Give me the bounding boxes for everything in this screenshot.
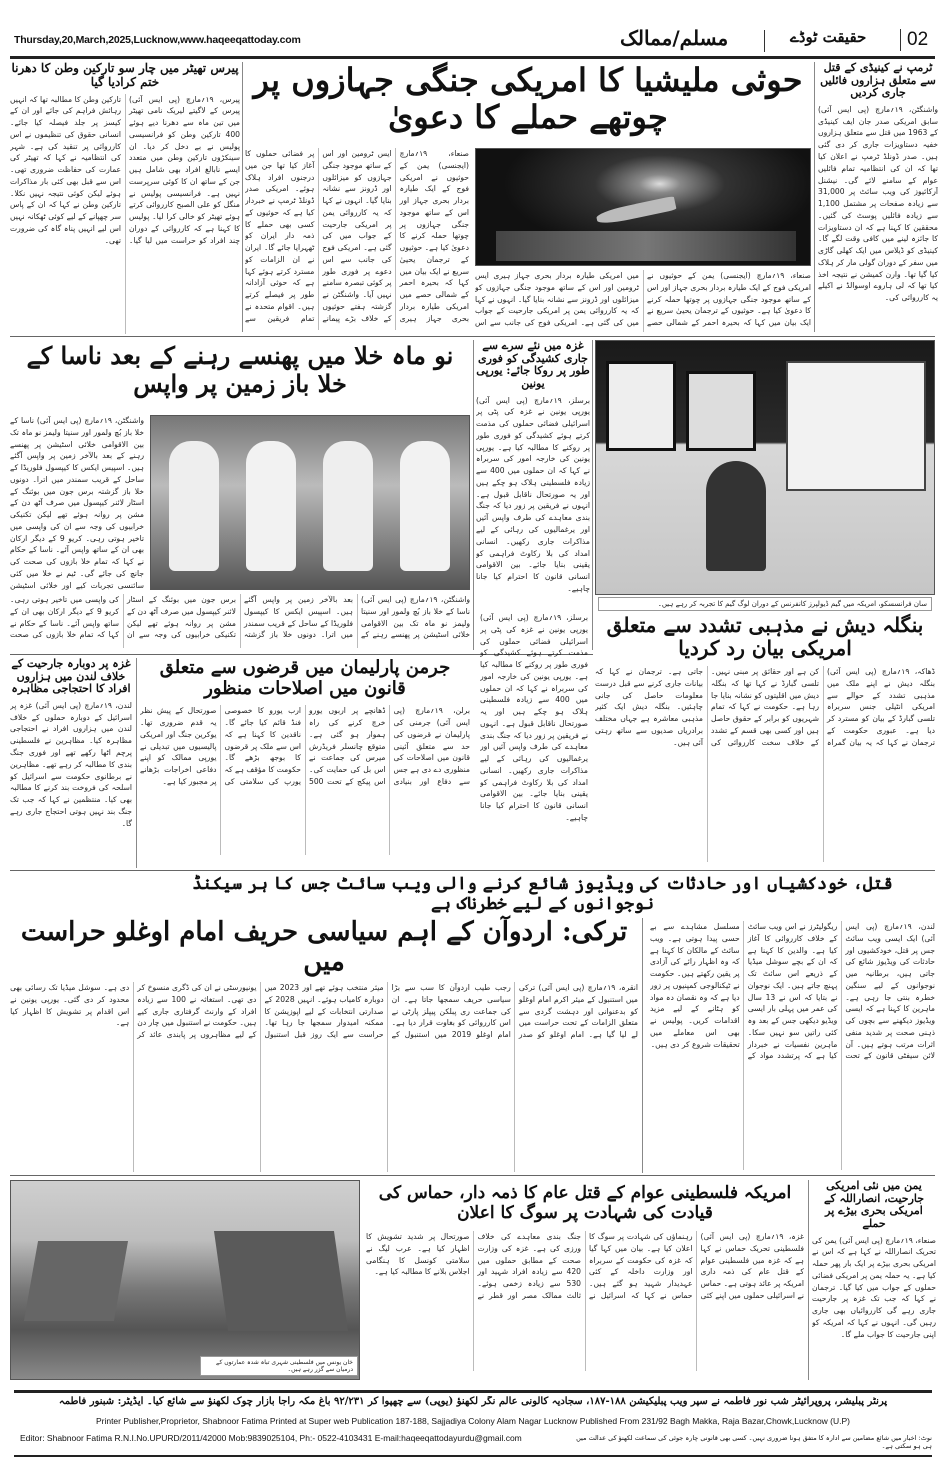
headline-germany: جرمن پارلیمان میں قرضوں سے متعلق قانون میں اصلاحات منظور [159, 657, 451, 699]
headline-yemen: یمن میں نئی امریکی جارحیت، انصاراللہ کے امریکی بحری بیڑے پر حملے [823, 1179, 925, 1230]
column-rule [136, 658, 137, 868]
footer-english-imprint: Printer Publisher,Proprietor, Shabnoor Fatima Printed at Super web Publication 187-188, Sajjadiya Colony Alam Nagar Lucknow Published From 231/92 Bagh Makka, Raja Bazar,Chowk,Lucknow (U.P) [95, 1416, 851, 1426]
footer-editor-line: Editor: Shabnoor Fatima R.N.I.No.UPURD/2011/42000 Mob:9839025104, Ph:- 0522-4103431 E-mail:haqeeqattodayurdu@gmail.com [20, 1433, 522, 1443]
divider [764, 30, 765, 52]
headline-hamas: امریکہ فلسطینی عوام کے قتل عام کا ذمہ دار، حماس کی قیادت کی شہادت پر سوگ کا اعلان [378, 1183, 792, 1223]
column-rule [592, 340, 593, 650]
article-body: برسلز، ۱۹؍مارچ (پی ایس آئی) یورپی یونین نے غزہ کی پٹی پر اسرائیلی فضائی حملوں کی مذمت کرتے ہوئے کشیدگی کو فوری طور پر روکنے کا مطالبہ کیا ہے۔ یورپی یونین کی خارجہ امور کی سربراہ نے کہا کہ ان حملوں میں 400 سے زیادہ فلسطینی ہلاک ہو چکے ہیں اور یہ صورتحال ناقابل قبول ہے۔ انہوں نے فریقین پر زور دیا کہ جنگ بندی معاہدے کی طرف واپس آئیں اور یرغمالیوں کی رہائی کے لیے مذاکرات جاری رکھیں۔ انسانی امداد کی بلا رکاوٹ فراہمی کو یقینی بنایا جائے۔ بین الاقوامی انسانی قانون کا احترام کیا جانا چاہیے۔ [476, 395, 590, 593]
article-body: واشنگٹن، ۱۹؍مارچ (پی ایس آئی) سابق امریکی صدر جان ایف کینیڈی کے 1963 میں قتل سے متعلق ہزاروں خفیہ دستاویزات جاری کر دی گئی ہیں۔ صدر ڈونلڈ ٹرمپ نے اعلان کیا تھا کہ ان کی انتظامیہ تمام فائلیں عوام کے سامنے لائے گی۔ نیشنل آرکائیوز کی ویب سائٹ پر 31,000 سے زیادہ صفحات پر مشتمل 1,100 سے زیادہ فائلیں پوسٹ کی گئیں۔ محققین کا کہنا ہے کہ ان دستاویزات کا جائزہ لینے میں کافی وقت لگے گا۔ کینیڈی کو ڈیلاس میں ایک کھلی گاڑی میں سفر کے دوران گولی مار کر ہلاک کیا گیا تھا۔ وارن کمیشن نے نتیجہ اخذ کیا تھا کہ لی ہاروے اوسوالڈ نے اکیلے یہ کارروائی کی۔ [818, 104, 938, 303]
article-body: صنعاء، ۱۹؍مارچ (پی ایس آئی) یمن کی تحریک انصاراللہ نے کہا ہے کہ اس نے امریکی بحری بیڑے پر ایک بار پھر حملہ کیا ہے۔ یہ حملہ یمن پر امریکی فضائی حملوں کے جواب میں کیا گیا۔ ترجمان نے کہا کہ جب تک غزہ پر جارحیت جاری رہے گی کارروائیاں بھی جاری رہیں گی۔ انہوں نے کہا کہ امریکہ کو اپنی جارحیت کا جواب ملے گا۔ [812, 1235, 936, 1339]
article-hamas [366, 1180, 804, 1380]
headline-paris: پیرس تھیٹر میں چار سو تارکین وطن کا دھرنا ختم کرادیا گیا [11, 61, 239, 89]
article-body: برلن، ۱۹؍مارچ (پی ایس آئی) جرمنی کی پارلیمان نے قرضوں کی حد سے متعلق آئینی قانون میں اصلاحات کی منظوری دے دی ہے جس سے دفاع اور بنیادی ڈھانچے پر اربوں یورو خرچ کرنے کی راہ ہموار ہو گئی ہے۔ متوقع چانسلر فریڈرش میرس کی جماعت نے اس بل کی حمایت کی۔ اس پیکج کے تحت 500 ارب یورو کا خصوصی فنڈ قائم کیا جائے گا۔ ناقدین کا کہنا ہے کہ اس سے ملک پر قرضوں کا بوجھ بڑھے گا۔ حکومت کا مؤقف ہے کہ یورپ کی سلامتی کی صورتحال کے پیش نظر یہ قدم ضروری تھا۔ یوکرین جنگ اور امریکی پالیسیوں میں تبدیلی نے یورپی ممالک کو اپنے دفاعی اخراجات بڑھانے پر مجبور کیا ہے۔ [140, 706, 470, 786]
dateline: Thursday,20,March,2025,Lucknow,www.haqeeqattoday.com [14, 34, 301, 46]
article-body: غزہ، ۱۹؍مارچ (پی ایس آئی) فلسطینی تحریک حماس نے کہا ہے کہ غزہ میں فلسطینی عوام کے قتل عام کی ذمہ داری امریکہ پر عائد ہوتی ہے۔ حماس نے اسرائیلی حملوں میں اپنے کئی رہنماؤں کی شہادت پر سوگ کا اعلان کیا ہے۔ بیان میں کہا گیا کہ غزہ کی حکومت کے سربراہ اور وزارت داخلہ کے کئی عہدیدار شہید ہو گئے ہیں۔ حماس نے کہا کہ اسرائیل نے جنگ بندی معاہدے کی خلاف ورزی کی ہے۔ غزہ کی وزارت صحت کے مطابق حملوں میں 420 سے زیادہ افراد شہید اور 530 سے زیادہ زخمی ہوئے۔ ثالث ممالک مصر اور قطر نے صورتحال پر شدید تشویش کا اظہار کیا ہے۔ عرب لیگ نے سلامتی کونسل کا ہنگامی اجلاس بلانے کا مطالبہ کیا ہے۔ [366, 1232, 804, 1300]
article-yemen [812, 1180, 936, 1380]
article-germany [140, 658, 470, 868]
article-body: انقرہ، ۱۹؍مارچ (پی ایس آئی) ترکی میں استنبول کے میئر اکرم امام اوغلو کو بدعنوانی اور دہشت گردی سے متعلق الزامات کے تحت حراست میں لے لیا گیا ہے۔ امام اوغلو کو صدر رجب طیب اردوآن کا سب سے بڑا سیاسی حریف سمجھا جاتا ہے۔ ان کی جماعت ری پبلکن پیپلز پارٹی نے اس کارروائی کو بغاوت قرار دیا ہے۔ امام اوغلو 2019 میں استنبول کے میئر منتخب ہوئے تھے اور 2023 میں دوبارہ کامیاب ہوئے۔ انہیں 2028 کے صدارتی انتخابات کے لیے اپوزیشن کا ممکنہ امیدوار سمجھا جا رہا تھا۔ حراست سے ایک روز قبل استنبول یونیورسٹی نے ان کی ڈگری منسوخ کر دی تھی۔ استغاثہ نے 100 سے زیادہ افراد کے وارنٹ گرفتاری جاری کیے ہیں۔ حکومت نے استنبول میں چار دن کے لیے مظاہروں پر پابندی عائد کر دی ہے۔ سوشل میڈیا تک رسائی بھی محدود کر دی گئی۔ یورپی یونین نے اس اقدام پر تشویش کا اظہار کیا ہے۔ [10, 983, 638, 1040]
section-title: مسلم/ممالک [620, 26, 729, 50]
article-body: لندن، ۱۹؍مارچ (پی ایس آئی) غزہ پر اسرائیل کے دوبارہ حملوں کے خلاف لندن میں ہزاروں افراد نے احتجاجی مظاہرہ کیا۔ مظاہرین نے فلسطینی پرچم اٹھا رکھے تھے اور فوری جنگ بندی کا مطالبہ کر رہے تھے۔ مظاہرین نے برطانوی حکومت سے اسرائیل کو اسلحہ کی فروخت بند کرنے کا مطالبہ بھی کیا۔ منتظمین نے کہا کہ جب تک جنگ بند نہیں ہوتی احتجاج جاری رہے گا۔ [10, 700, 132, 828]
headline-website: قتل، خودکشیاں اور حادثات کی ویڈیوز شائع کرنے والی ویب سائٹ جس کا ہر سیکنڈ نوجوانوں کے لیے خطرناک ہے [192, 874, 893, 914]
gaza-ruins-photo [10, 1180, 360, 1380]
article-nasa [10, 340, 470, 652]
headline-bangladesh: بنگلہ دیش نے مذہبی تشدد سے متعلق امریکی بیان رد کردیا [606, 613, 924, 660]
photo-caption: خان یونس میں فلسطینی شہری تباہ شدہ عمارتوں کے درمیان سے گزر رہے ہیں۔ [200, 1356, 358, 1376]
article-body: لندن، ۱۹؍مارچ (پی ایس آئی) ایک ایسی ویب سائٹ جس پر قتل، خودکشیوں اور حادثات کی ویڈیوز شائع کی جاتی ہیں، برطانیہ میں نوجوانوں کے لیے سنگین خطرہ بنتی جا رہی ہے۔ ماہرین کا کہنا ہے کہ ایسی ویڈیوز دیکھنے سے بچوں کی ذہنی صحت پر شدید منفی اثرات مرتب ہوتے ہیں۔ آن لائن سیفٹی قانون کے تحت ریگولیٹرز نے اس ویب سائٹ کے خلاف کارروائی کا آغاز کیا ہے۔ والدین کا کہنا ہے کہ ان کے بچے سوشل میڈیا کے ذریعے اس سائٹ تک پہنچ جاتے ہیں۔ ایک نوجوان نے بتایا کہ اس نے 13 سال کی عمر میں پہلی بار ایسی ویڈیو دیکھی جس کے بعد وہ کئی راتیں سو نہیں سکا۔ ماہرین نفسیات نے خبردار کیا ہے کہ پرتشدد مواد کے مسلسل مشاہدے سے بے حسی پیدا ہوتی ہے۔ ویب سائٹ کے مالکان کا کہنا ہے کہ وہ اظہار رائے کی آزادی پر یقین رکھتے ہیں۔ حکومت نے ٹیکنالوجی کمپنیوں پر زور دیا ہے کہ وہ نقصان دہ مواد کو ہٹانے کے لیے مزید اقدامات کریں۔ پولیس نے بھی اس معاملے میں تحقیقات شروع کر دی ہیں۔ [650, 922, 935, 1061]
article-body: واشنگٹن، ۱۹؍مارچ (پی ایس آئی) ناسا کے خلا باز بُچ ولمور اور سنیتا ولیمز نو ماہ تک بین الاقوامی خلائی اسٹیشن پر پھنسے رہنے کے بعد بالآخر زمین پر واپس آگئے ہیں۔ اسپیس ایکس کا کیپسول فلوریڈا کے ساحل کے قریب سمندر میں اترا۔ دونوں خلا باز گزشتہ برس جون میں بوئنگ کے اسٹار لائنر کیپسول میں صرف آٹھ دن کے مشن پر روانہ ہوئے تھے لیکن تکنیکی خرابیوں کی وجہ سے ان کی واپسی میں تاخیر ہوتی رہی۔ کریو 9 کے دیگر ارکان بھی ان کے ساتھ واپس آئے۔ ناسا کے حکام نے کہا کہ تمام خلا بازوں کی صحت کی جانچ کی جائے گی۔ ٹیم نے خلا میں کئی سائنسی تجربات کیے اور خلائی اسٹیشن [10, 416, 144, 590]
headline-gaza-eu: غزہ میں نئے سرے سے جاری کشیدگی کو فوری طور پر روکا جائے: یورپی یونین [476, 339, 590, 390]
article-body: صنعاء، ۱۹؍مارچ (ایجنسی) یمن کے حوثیوں نے امریکی فوج کے ایک طیارہ بردار بحری جہاز اور اس کے ساتھ موجود جنگی جہازوں پر چوتھا حملہ کرنے کا دعویٰ کیا ہے۔ حوثیوں کے ترجمان یحییٰ سریع نے ایک بیان میں کہا کہ بحیرہ احمر کے شمالی حصے میں امریکی طیارہ بردار بحری جہاز ہیری ایس ٹرومین اور اس کے ساتھ موجود جنگی جہازوں کو میزائلوں اور ڈرونز سے نشانہ بنایا گیا۔ انہوں نے کہا کہ یہ کارروائی یمن پر امریکی جارحیت کے جواب میں کی گئی ہے۔ امریکی فوج کی جانب سے اس دعوے پر فوری طور پر کوئی تبصرہ سامنے نہیں آیا۔ واشنگٹن نے گزشتہ ہفتے حوثیوں کے خلاف بڑے پیمانے پر فضائی حملوں کا آغاز کیا تھا جن میں درجنوں افراد ہلاک ہوئے۔ امریکی صدر ڈونلڈ ٹرمپ نے خبردار کیا ہے کہ حوثیوں کے کسی بھی حملے کا ذمہ دار ایران کو ٹھہرایا جائے گا۔ ایران نے ان الزامات کو مسترد کرتے ہوئے کہا ہے کہ حوثی آزادانہ طور پر فیصلے کرتے ہیں۔ اقوام متحدہ نے تمام فریقین سے [245, 149, 469, 323]
paper-logo: حقیقت ٹوڈے [790, 28, 867, 46]
headline-london: غزہ پر دوبارہ جارحیت کے خلاف لندن میں ہزاروں افراد کا احتجاجی مظاہرہ [11, 657, 131, 696]
masthead [0, 28, 945, 54]
footer-urdu-imprint: پرنٹر پبلیشر، پروپرائیٹر شب نور فاطمہ نے سپر ویب پبلیکیشن ۱۸۸-۱۸۷، سجادیہ کالونی عالم نگر لکھنؤ (یوپی) سے چھپوا کر ۹۲/۲۳۱ باغ مکہ راجا بازار چوک لکھنؤ سے شائع کیا۔ ایڈیٹر: شبنور فاطمہ [58, 1396, 888, 1407]
section-rule [10, 336, 935, 337]
article-paris [10, 62, 240, 332]
column-rule [242, 62, 243, 332]
photo-caption: سان فرانسسکو، امریکہ میں گیم ڈیولپرز کانفرنس کے دوران لوگ گیم کا تجربہ کر رہے ہیں۔ [598, 597, 932, 611]
game-conference-photo [595, 340, 935, 595]
column-rule [473, 340, 474, 650]
headline-nasa: نو ماہ خلا میں پھنسے رہنے کے بعد ناسا کے خلا باز زمین پر واپس [26, 341, 454, 398]
section-rule [10, 1175, 935, 1176]
column-rule [814, 62, 815, 332]
footer-rule-bottom [14, 1455, 932, 1457]
headline-kennedy: ٹرمپ نے کینیڈی کے قتل سے متعلق ہزاروں فائلیں جاری کردیں [820, 61, 936, 100]
column-rule [642, 918, 643, 1173]
article-body: ڈھاکہ، ۱۹؍مارچ (پی ایس آئی) بنگلہ دیش نے اپنے ملک میں مذہبی تشدد کے حوالے سے امریکی انٹیلی جنس سربراہ تلسی گبارڈ کے بیان کو مسترد کر دیا ہے۔ عبوری حکومت کے ترجمان نے کہا کہ یہ بیان گمراہ کن ہے اور حقائق پر مبنی نہیں۔ تلسی گبارڈ نے کہا تھا کہ بنگلہ دیش میں اقلیتوں کو نشانہ بنایا جا رہا ہے۔ حکومت نے کہا کہ تمام شہریوں کو برابر کے حقوق حاصل ہیں اور کسی بھی قسم کے تشدد کے خلاف سخت کارروائی کی جاتی ہے۔ ترجمان نے کہا کہ بیانات جاری کرنے سے قبل درست معلومات حاصل کی جانی چاہئیں۔ بنگلہ دیش ایک کثیر مذہبی معاشرہ ہے جہاں مختلف برادریاں صدیوں سے ساتھ رہتی آئی ہیں۔ [595, 667, 935, 747]
article-body-continued: صنعاء، ۱۹؍مارچ (ایجنسی) یمن کے حوثیوں نے امریکی فوج کے ایک طیارہ بردار بحری جہاز اور اس کے ساتھ موجود جنگی جہازوں پر چوتھا حملہ کرنے کا دعویٰ کیا ہے۔ حوثیوں کے ترجمان یحییٰ سریع نے ایک بیان میں کہا کہ بحیرہ احمر کے شمالی حصے میں امریکی طیارہ بردار بحری جہاز ہیری ایس ٹرومین اور اس کے ساتھ موجود جنگی جہازوں کو میزائلوں اور ڈرونز سے نشانہ بنایا گیا۔ انہوں نے کہا کہ یہ کارروائی یمن پر امریکی جارحیت کے جواب میں کی گئی ہے۔ امریکی فوج کی جانب سے اس [475, 271, 811, 328]
article-london [10, 658, 132, 868]
article-body-continued: واشنگٹن، ۱۹؍مارچ (پی ایس آئی) ناسا کے خلا باز بُچ ولمور اور سنیتا ولیمز نو ماہ تک بین الاقوامی خلائی اسٹیشن پر پھنسے رہنے کے بعد بالآخر زمین پر واپس آگئے ہیں۔ اسپیس ایکس کا کیپسول فلوریڈا کے ساحل کے قریب سمندر میں اترا۔ دونوں خلا باز گزشتہ برس جون میں بوئنگ کے اسٹار لائنر کیپسول میں صرف آٹھ دن کے مشن پر روانہ ہوئے تھے لیکن تکنیکی خرابیوں کی وجہ سے ان کی واپسی میں تاخیر ہوتی رہی۔ کریو 9 کے دیگر ارکان بھی ان کے ساتھ واپس آئے۔ ناسا کے حکام نے کہا کہ تمام خلا بازوں کی صحت [10, 595, 470, 640]
article-kennedy [818, 62, 938, 332]
article-gaza-eu [476, 340, 590, 610]
footer-legal-note: نوٹ: اخبار میں شائع مضامین سے ادارہ کا متفق ہونا ضروری نہیں۔ کسی بھی قانونی چارہ جوئی کی سماعت لکھنؤ کی عدالت میں ہی ہو سکتی ہے۔ [576, 1434, 932, 1451]
article-body-gaza-eu-continued: برسلز، ۱۹؍مارچ (پی ایس آئی) یورپی یونین نے غزہ کی پٹی پر اسرائیلی فضائی حملوں کی مذمت کرتے ہوئے کشیدگی کو فوری طور پر روکنے کا مطالبہ کیا ہے۔ یورپی یونین کی خارجہ امور کی سربراہ نے کہا کہ ان حملوں میں 400 سے زیادہ فلسطینی ہلاک ہو چکے ہیں اور یہ صورتحال ناقابل قبول ہے۔ انہوں نے فریقین پر زور دیا کہ جنگ بندی معاہدے کی طرف واپس آئیں اور یرغمالیوں کی رہائی کے لیے مذاکرات جاری رکھیں۔ انسانی امداد کی بلا رکاوٹ فراہمی کو یقینی بنایا جائے۔ بین الاقوامی انسانی قانون کا احترام کیا جانا چاہیے۔ [480, 613, 588, 823]
headline-houthi: حوثی ملیشیا کا امریکی جنگی جہازوں پر چوتھے حملے کا دعویٰ [253, 61, 803, 136]
section-rule [10, 870, 935, 871]
article-turkey [10, 918, 638, 1172]
article-bangladesh [480, 612, 935, 867]
aircraft-carrier-photo [475, 148, 811, 266]
column-rule [808, 1180, 809, 1380]
article-houthi [245, 62, 811, 332]
footer-rule-top [14, 1390, 932, 1393]
header-rule [10, 56, 935, 59]
page-number: 02 [900, 29, 928, 51]
astronauts-photo [150, 415, 470, 590]
article-body: پیرس، ۱۹؍مارچ (پی ایس آئی) پیرس کے لاگیتے لیریک نامی تھیٹر میں تین ماہ سے دھرنا دیے ہوئے 400 تارکین وطن کو فرانسیسی پولیس نے بے دخل کر دیا۔ ان سینکڑوں تارکین وطن میں متعدد ایسے نابالغ افراد بھی شامل ہیں جن کے ساتھ ان کا کوئی سرپرست نہیں ہے۔ فرانسیسی پولیس نے منگل کو علی الصبح کارروائی کرتے ہوئے تھیٹر کو خالی کرا لیا۔ پولیس کا کہنا ہے کہ کارروائی کے دوران چند افراد کو حراست میں لیا گیا۔ تارکین وطن کا مطالبہ تھا کہ انہیں رہائش فراہم کی جائے اور ان کے کیسز پر جلد فیصلہ کیا جائے۔ انسانی حقوق کی تنظیموں نے اس کارروائی پر تنقید کی ہے۔ شہر کی انتظامیہ نے کہا کہ تھیٹر کی عمارت کی حفاظت ضروری تھی۔ اس سے قبل بھی کئی بار مذاکرات ہوئے لیکن کوئی نتیجہ نہیں نکلا۔ تارکین وطن نے کہا کہ ان کے پاس سر چھپانے کے لیے کوئی ٹھکانہ نہیں اس لیے انہیں پناہ گاہ کی ضرورت تھی۔ [10, 94, 240, 245]
headline-turkey: ترکی: اردوآن کے اہم سیاسی حریف امام اوغلو حراست میں [20, 917, 628, 977]
